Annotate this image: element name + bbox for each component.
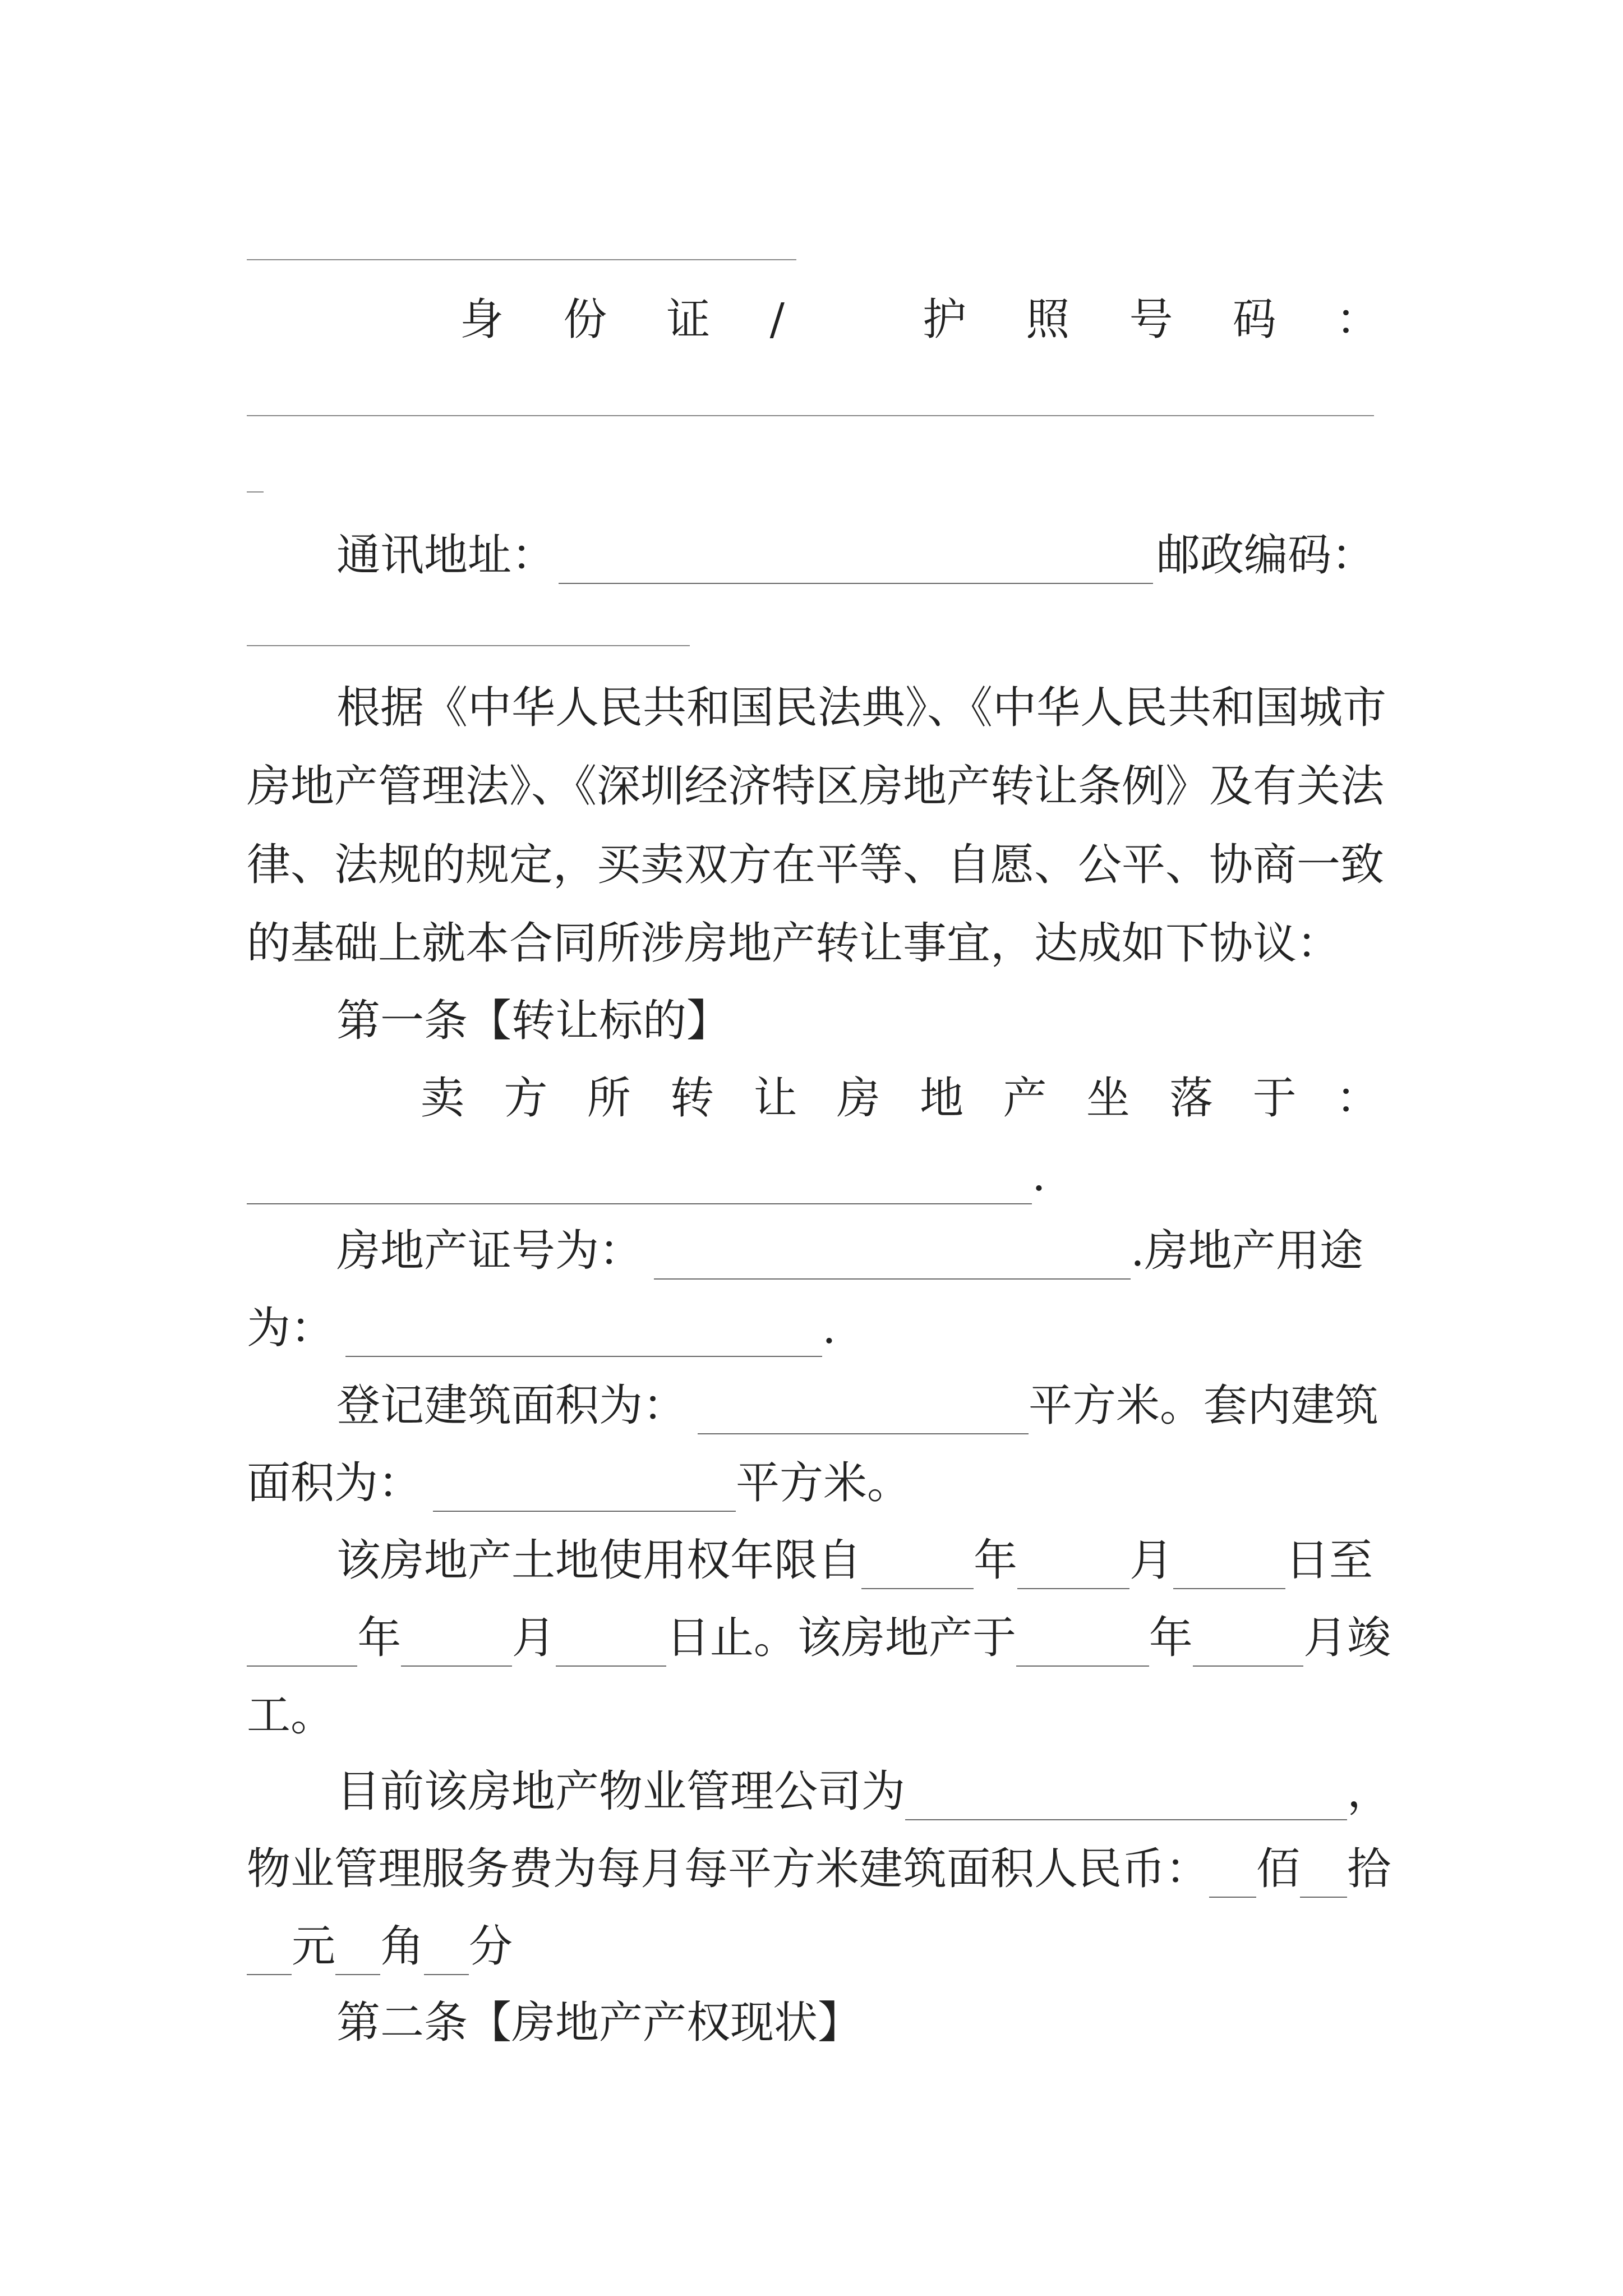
postcode-label: 邮政编码： xyxy=(1156,530,1376,581)
address-label: 通讯地址： xyxy=(336,530,556,581)
end-day-blank[interactable] xyxy=(556,1609,666,1667)
id-number-blank[interactable] xyxy=(247,415,1374,416)
fee-fen-blank[interactable] xyxy=(424,1918,469,1975)
fee-line: 物业管理服务费为每月每平方米建筑面积人民币： 佰 拾 xyxy=(247,1830,1391,1908)
fee-jiao-blank[interactable] xyxy=(335,1918,380,1975)
preamble-line-1: 根据《中华人民共和国民法典》、《中华人民共和国城市 xyxy=(336,683,1387,733)
end-year-blank[interactable] xyxy=(247,1609,357,1667)
preamble-line-2: 房地产管理法》、《深圳经济特区房地产转让条例》及有关法 xyxy=(247,761,1385,812)
usage-label: .房地产用途 xyxy=(1131,1226,1363,1276)
fee-shi-blank[interactable] xyxy=(1300,1841,1347,1898)
fee-bai-blank[interactable] xyxy=(1209,1841,1256,1898)
area-label: 登记建筑面积为： xyxy=(336,1381,687,1431)
postcode-blank[interactable] xyxy=(247,645,690,646)
fee-line-2: 元 角 分 xyxy=(247,1907,1391,1986)
usage-blank[interactable] xyxy=(345,1300,822,1357)
inner-area-line: 面积为： 平方米。 xyxy=(247,1444,1391,1522)
location-blank[interactable] xyxy=(247,1147,1032,1204)
built-year-blank[interactable] xyxy=(1016,1609,1149,1667)
preamble-line-4: 的基础上就本合同所涉房地产转让事宜，达成如下协议： xyxy=(247,918,1341,969)
usage-line: 为： . xyxy=(247,1289,1391,1368)
built-month-blank[interactable] xyxy=(1193,1609,1303,1667)
start-day-blank[interactable] xyxy=(1173,1532,1285,1589)
preamble-line-3: 律、法规的规定，买卖双方在平等、自愿、公平、协商一致 xyxy=(247,840,1385,890)
id-passport-label: 身 份 证 / 护 照 号 码 ： xyxy=(460,295,1380,345)
mgmt-company-blank[interactable] xyxy=(905,1763,1347,1820)
address-line xyxy=(336,516,1391,595)
inner-area-blank[interactable] xyxy=(433,1455,736,1512)
start-year-blank[interactable] xyxy=(861,1532,974,1589)
id-number-blank-tail[interactable] xyxy=(247,491,264,493)
fee-yuan-blank[interactable] xyxy=(247,1918,292,1975)
area-blank[interactable] xyxy=(698,1377,1029,1434)
end-month-blank[interactable] xyxy=(401,1609,511,1667)
cert-number-blank[interactable] xyxy=(654,1222,1131,1280)
location-blank-line: . xyxy=(247,1137,1391,1215)
cert-label: 房地产证号为： xyxy=(336,1226,643,1276)
article-1-title: 第一条【转让标的】 xyxy=(336,996,731,1046)
mgmt-line: 目前该房地产物业管理公司为 ， xyxy=(336,1752,1391,1831)
land-use-end-line: 年 月 日止。 该房地产于 年 月竣 xyxy=(247,1599,1391,1677)
location-label: 卖 方 所 转 让 房 地 产 坐 落 于 ： xyxy=(421,1073,1380,1124)
land-use-line: 该房地产土地使用权年限自 年 月 日至 xyxy=(336,1521,1391,1600)
cert-line xyxy=(336,1212,1391,1290)
start-month-blank[interactable] xyxy=(1017,1532,1129,1589)
blank-line xyxy=(247,259,796,260)
completion-end: 工。 xyxy=(247,1690,335,1741)
area-line: 登记建筑面积为： 平方米。 套内建筑 xyxy=(336,1366,1391,1445)
article-2-title: 第二条【房地产产权现状】 xyxy=(336,1998,862,2048)
address-blank[interactable] xyxy=(559,527,1153,584)
